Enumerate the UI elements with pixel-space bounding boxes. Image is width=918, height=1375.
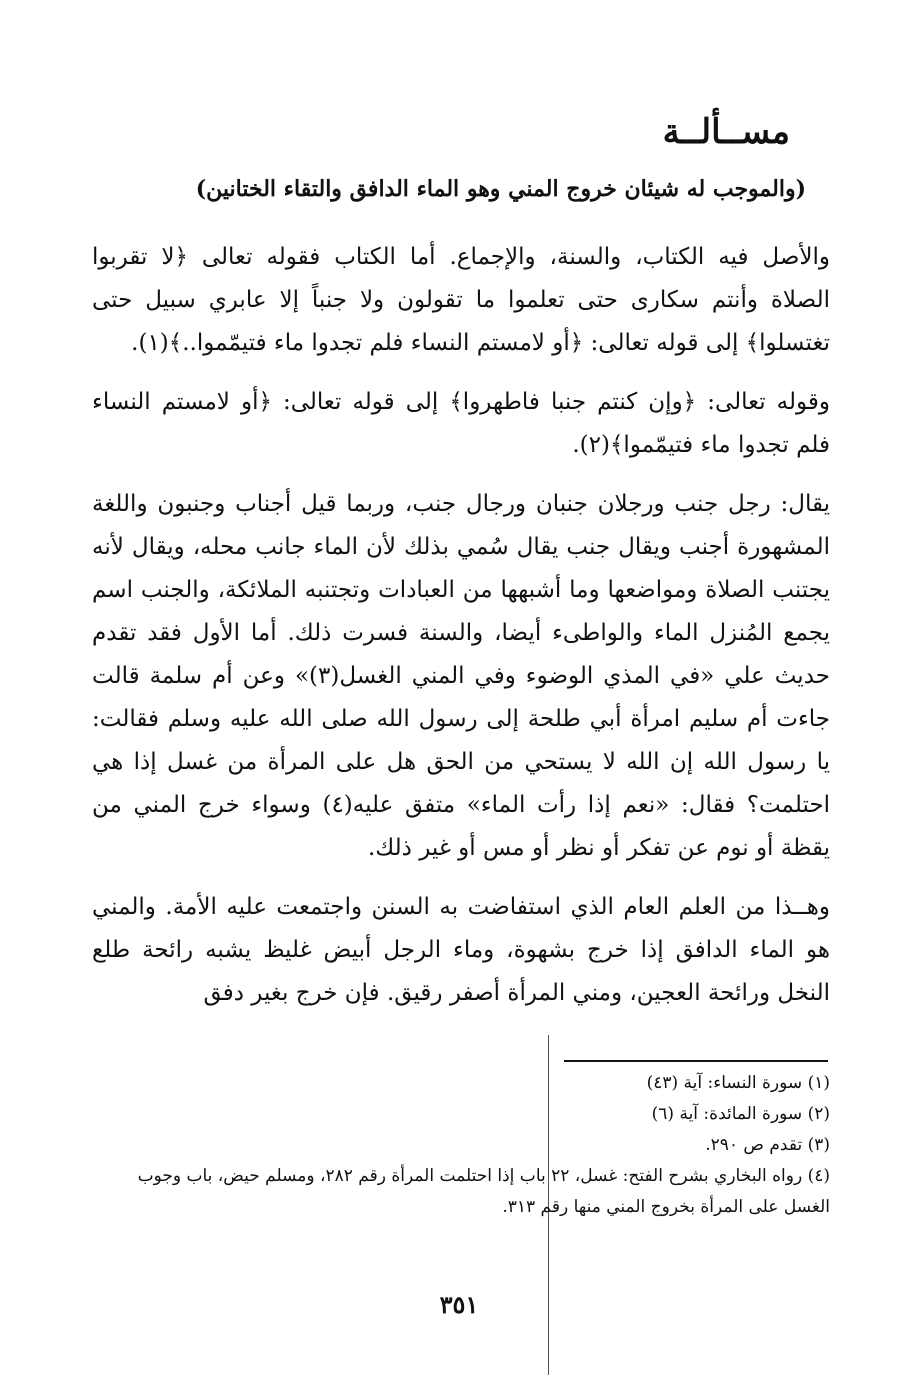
paragraph: وهــذا من العلم العام الذي استفاضت به السنن واجتمعت عليه الأمة. والمني هو الماء الدافق إذا خرج بشهوة، وماء الرجل أبيض غليظ يشبه رائحة طلع النخل ورائحة العجين، ومني المرأة أصفر رقيق. فإن خرج بغير دفق bbox=[92, 894, 830, 1006]
footnote: (١) سورة النساء: آية (٤٣) bbox=[646, 1073, 830, 1093]
footnote-separator bbox=[564, 1060, 828, 1062]
footnotes bbox=[92, 1068, 830, 1223]
section-subheading: (والموجب له شيئان خروج المني وهو الماء الدافق والتقاء الختانين) bbox=[195, 176, 806, 202]
section-heading: مســألــة bbox=[662, 112, 790, 152]
paragraph: يقال: رجل جنب ورجلان جنبان ورجال جنب، وربما قيل أجناب وجنبون واللغة المشهورة أجنب ويقال جنب يقال سُمي بذلك لأن الماء جانب محله، ويقال لأنه يجتنب الصلاة ومواضعها وما أشبهها من العبادات وتجتنبه الملائكة، والجنب اسم يجمع المُنزل الماء والواطىء أيضا، والسنة فسرت ذلك. أما الأول فقد تقدم حديث علي «في المذي الوضوء وفي المني الغسل(٣)» وعن أم سلمة قالت جاءت أم سليم امرأة أبي طلحة إلى رسول الله صلى الله عليه وسلم فقالت: يا رسول الله إن الله لا يستحي من الحق هل على المرأة من غسل إذا هي احتلمت؟ فقال: «نعم إذا رأت الماء» متفق عليه(٤) وسواء خرج المني من يقظة أو نوم عن تفكر أو نظر أو مس أو غير ذلك. bbox=[92, 491, 830, 861]
footnote: (٢) سورة المائدة: آية (٦) bbox=[651, 1104, 830, 1124]
footnote: (٣) تقدم ص ٢٩٠. bbox=[705, 1135, 830, 1155]
page-number: ٣٥١ bbox=[439, 1290, 479, 1319]
footnote: (٤) رواه البخاري بشرح الفتح: غسل، ٢٢ باب إذا احتلمت المرأة رقم ٢٨٢، ومسلم حيض، باب وجوب الغسل على المرأة بخروج المني منها رقم ٣١٣. bbox=[137, 1166, 830, 1217]
paragraph: والأصل فيه الكتاب، والسنة، والإجماع. أما الكتاب فقوله تعالى ﴿لا تقربوا الصلاة وأنتم سكارى حتى تعلموا ما تقولون ولا جنباً إلا عابري سبيل حتى تغتسلوا﴾ إلى قوله تعالى: ﴿أو لامستم النساء فلم تجدوا ماء فتيمّموا..﴾(١). bbox=[92, 244, 830, 356]
main-text bbox=[92, 236, 830, 1031]
paragraph: وقوله تعالى: ﴿وإن كنتم جنبا فاطهروا﴾ إلى قوله تعالى: ﴿أو لامستم النساء فلم تجدوا ماء فتيمّموا﴾(٢). bbox=[92, 389, 830, 458]
